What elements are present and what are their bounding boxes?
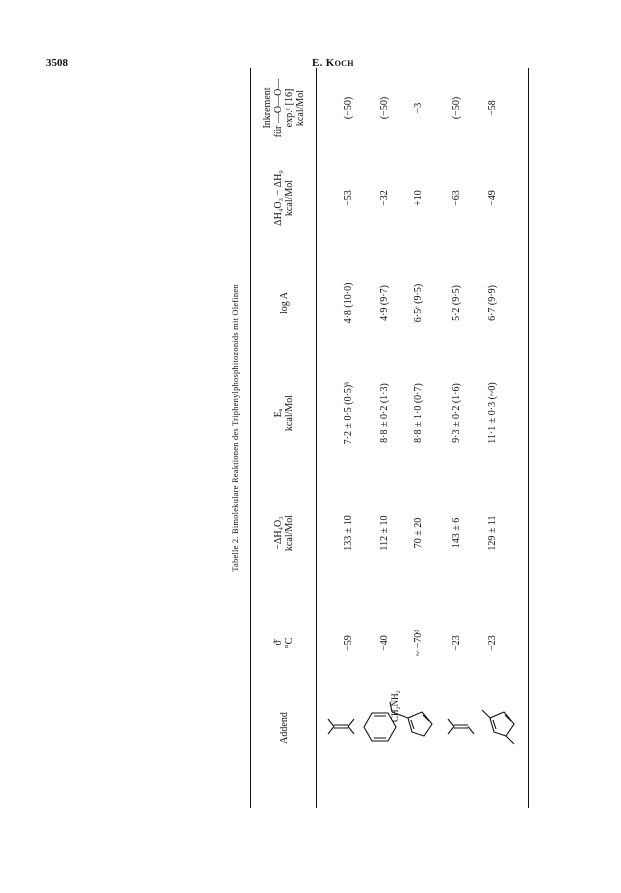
author-initial: E. K (312, 57, 335, 69)
cell-incr: −3 (413, 102, 424, 114)
header-ea (254, 363, 314, 463)
table-rule-header (316, 68, 317, 808)
header-ddH-unit: kcal/Mol (284, 179, 295, 217)
page-number: 3508 (46, 57, 68, 69)
header-incr-line3: exp.ᶜ [16] (284, 88, 295, 128)
header-dH (254, 488, 314, 578)
header-incr-line2: für —O—O— (273, 78, 284, 138)
table-rule-bottom (528, 68, 529, 808)
header-temp (254, 618, 314, 668)
header-incr-line4: kcal/Mol (295, 89, 306, 127)
header-dH-unit: kcal/Mol (284, 514, 295, 552)
header-temp-unit: °C (284, 637, 295, 649)
cell-temp: −23 (487, 635, 498, 651)
header-ea-symbol: Eₐ (273, 408, 284, 418)
dimethylfuran-icon (482, 710, 514, 744)
cell-ea: 8·8 ± 1·0 (0·7) (413, 383, 424, 443)
cell-incr: (−50) (451, 96, 462, 120)
rotated-table (230, 68, 530, 808)
cell-dH: 133 ± 10 (343, 515, 354, 551)
cell-ddH: +10 (413, 190, 424, 206)
cell-dH: 112 ± 10 (379, 515, 390, 551)
alkene-icon (448, 719, 474, 734)
cell-incr: −58 (487, 100, 498, 116)
header-ea-unit: kcal/Mol (284, 394, 295, 432)
cell-ea: 11·1 ± 0·3 (~0) (487, 382, 498, 444)
header-temp-symbol: ϑ̄ (273, 640, 284, 646)
cell-incr: (−50) (343, 96, 354, 120)
author-rest: OCH (334, 59, 354, 68)
header-ddH-symbol: ΔH₄O₃ − ΔH₀ (273, 170, 284, 226)
cell-ddH: −32 (379, 190, 390, 206)
header-logA (254, 258, 314, 348)
tetramethylethylene-icon (328, 719, 354, 734)
cell-ea: 9·3 ± 0·2 (1·6) (451, 383, 462, 443)
cell-logA: 6·5ᵉ (9·5) (413, 283, 424, 323)
header-addend-text: Addend (278, 712, 290, 744)
header-dH-symbol: −ΔH₄O₃ (273, 516, 284, 550)
addend-structures (326, 688, 526, 768)
cell-dH: 129 ± 11 (487, 515, 498, 551)
header-logA-text: log A (278, 292, 290, 314)
cell-ea: 7·2 ± 0·5 (0·5)ᵇ (343, 381, 354, 445)
header-incr-line1: Inkrement (262, 87, 273, 129)
cell-logA: 6·7 (9·9) (487, 285, 498, 321)
cell-temp: −40 (379, 635, 390, 651)
header-ddH (254, 148, 314, 248)
cell-ddH: −53 (343, 190, 354, 206)
cell-logA: 5·2 (9·5) (451, 285, 462, 321)
header-increment (254, 68, 314, 148)
cell-logA: 4·8 (10·0) (343, 282, 354, 324)
mol-label-ch2nh2: CH₂NH₂ (390, 690, 400, 722)
cell-temp: −59 (343, 635, 354, 651)
cell-logA: 4·9 (9·7) (379, 285, 390, 321)
cell-ddH: −49 (487, 190, 498, 206)
cell-ea: 8·8 ± 0·2 (1·3) (379, 383, 390, 443)
table-rule-top (250, 68, 251, 808)
cell-temp: ~ −70ᵈ (413, 629, 424, 657)
cell-dH: 70 ± 20 (413, 517, 424, 549)
header-addend (254, 678, 314, 778)
cell-dH: 143 ± 6 (451, 517, 462, 549)
table-caption: Tabelle 2. Bimolekulare Reaktionen des Triphenylphosphitozonids mit Olefinen (230, 284, 240, 572)
cell-incr: (−50) (379, 96, 390, 120)
cell-temp: −23 (451, 635, 462, 651)
cell-ddH: −63 (451, 190, 462, 206)
